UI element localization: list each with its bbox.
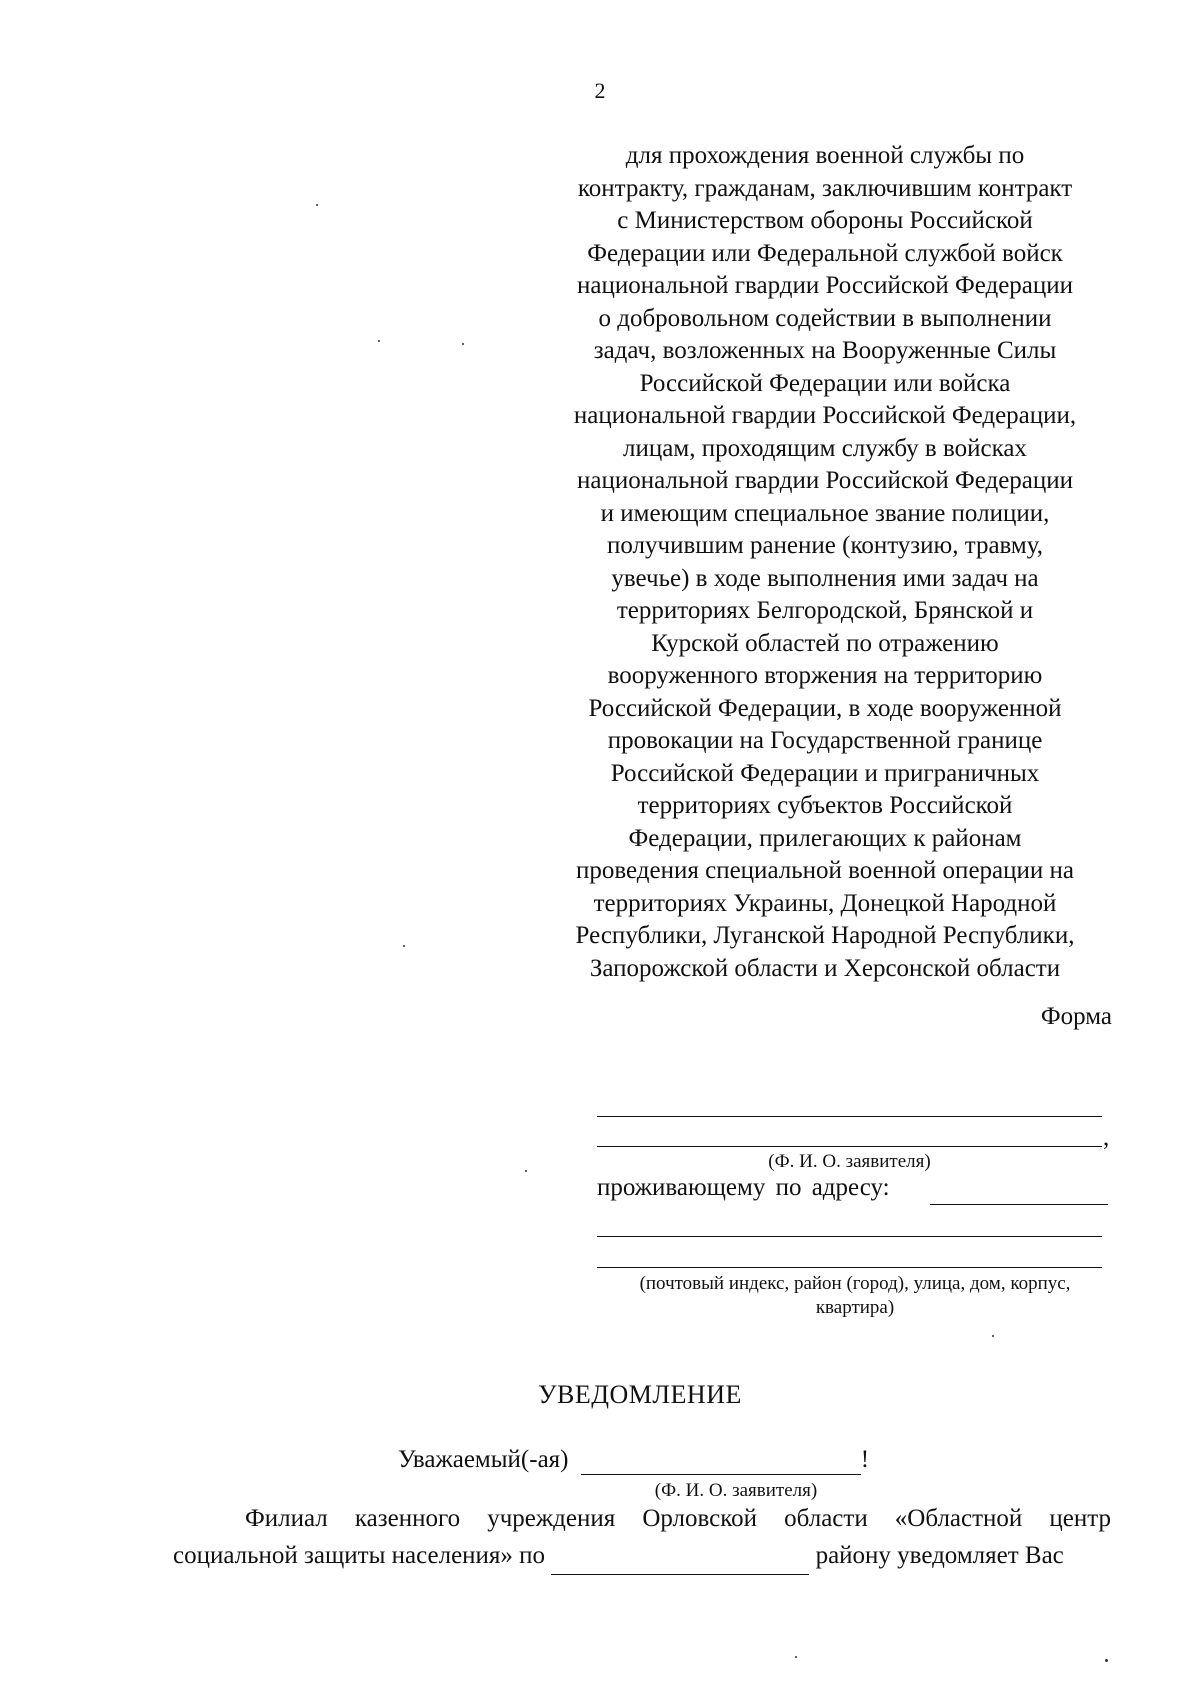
greeting-name-caption: (Ф. И. О. заявителя) [654, 1480, 818, 1501]
header-line: Запорожской области и Херсонской области [589, 954, 1061, 982]
scan-speck [403, 945, 405, 947]
address-line[interactable] [597, 1236, 1102, 1237]
approval-header [530, 140, 1120, 985]
header-line: Федерации или Федеральной службой войск [587, 239, 1063, 267]
scan-speck [316, 204, 318, 206]
header-line: лицам, проходящим службу в войсках [623, 434, 1027, 462]
header-line: Российской Федерации, в ходе вооруженной [588, 694, 1062, 722]
scan-speck [795, 1656, 797, 1658]
page-number: 2 [594, 78, 606, 103]
greeting-line [398, 1446, 869, 1475]
body-text-before-district: социальной защиты населения» по [173, 1542, 546, 1569]
header-line: территориях субъектов Российской [637, 792, 1013, 819]
notice-body [173, 1500, 1111, 1575]
header-line: Российской Федерации и приграничных [610, 759, 1040, 787]
address-caption-line: (почтовый индекс, район (город), улица, дом, корпус, [639, 1273, 1071, 1294]
applicant-name-caption: (Ф. И. О. заявителя) [768, 1151, 931, 1172]
document-title: УВЕДОМЛЕНИЕ [538, 1380, 742, 1409]
header-line: Курской областей по отражению [651, 629, 999, 657]
scan-speck [378, 340, 380, 342]
greeting-exclamation: ! [860, 1446, 870, 1473]
header-line: Федерации, прилегающих к районам [628, 824, 1022, 852]
header-line: задач, возложенных на Вооруженные Силы [593, 337, 1057, 364]
scan-speck [992, 1335, 994, 1337]
applicant-name-line[interactable] [597, 1146, 1102, 1147]
header-line: увечье) в ходе выполнения ими задач на [611, 564, 1039, 592]
header-line: для прохождения военной службы по [625, 142, 1025, 169]
header-line: проведения специальной военной операции на [575, 857, 1074, 884]
greeting-name-field[interactable] [581, 1446, 861, 1475]
scan-speck [462, 343, 464, 345]
header-line: национальной гвардии Российской Федерации [576, 467, 1074, 494]
greeting-prefix: Уважаемый(-ая) [398, 1446, 569, 1473]
address-line[interactable] [930, 1204, 1108, 1205]
header-line: о добровольном содействии в выполнении [598, 304, 1052, 332]
address-caption [590, 1272, 1120, 1320]
header-line: с Министерством обороны Российской [617, 207, 1033, 234]
header-line: вооруженного вторжения на территорию [607, 662, 1043, 689]
comma: , [1103, 1124, 1110, 1151]
header-line: и имеющим специальное звание полиции, [600, 499, 1050, 527]
address-label: проживающему по адресу: [597, 1174, 890, 1201]
scan-speck [1105, 1659, 1108, 1662]
header-line: получившим ранение (контузию, травму, [606, 532, 1044, 559]
body-text-after-district: району уведомляет Вас [815, 1542, 1064, 1569]
header-line: национальной гвардии Российской Федерации, [573, 402, 1077, 429]
header-line: национальной гвардии Российской Федерации [576, 272, 1074, 299]
address-caption-line: квартира) [815, 1297, 895, 1318]
address-line[interactable] [597, 1267, 1102, 1268]
header-line: территориях Украины, Донецкой Народной [593, 889, 1057, 917]
form-label: Форма [1040, 1003, 1112, 1030]
header-line: Республики, Луганской Народной Республики, [575, 922, 1075, 949]
applicant-name-line[interactable] [597, 1116, 1102, 1117]
body-line [173, 1537, 1111, 1575]
header-line: провокации на Государственной границе [607, 727, 1043, 754]
header-line: территориях Белгородской, Брянской и [616, 597, 1034, 624]
district-field[interactable] [551, 1537, 809, 1575]
body-line: Филиал казенного учреждения Орловской области «Областной центр [245, 1505, 1111, 1532]
header-line: Российской Федерации или войска [639, 369, 1011, 397]
scan-speck [525, 1170, 527, 1172]
header-line: контракту, гражданам, заключившим контракт [577, 174, 1073, 202]
